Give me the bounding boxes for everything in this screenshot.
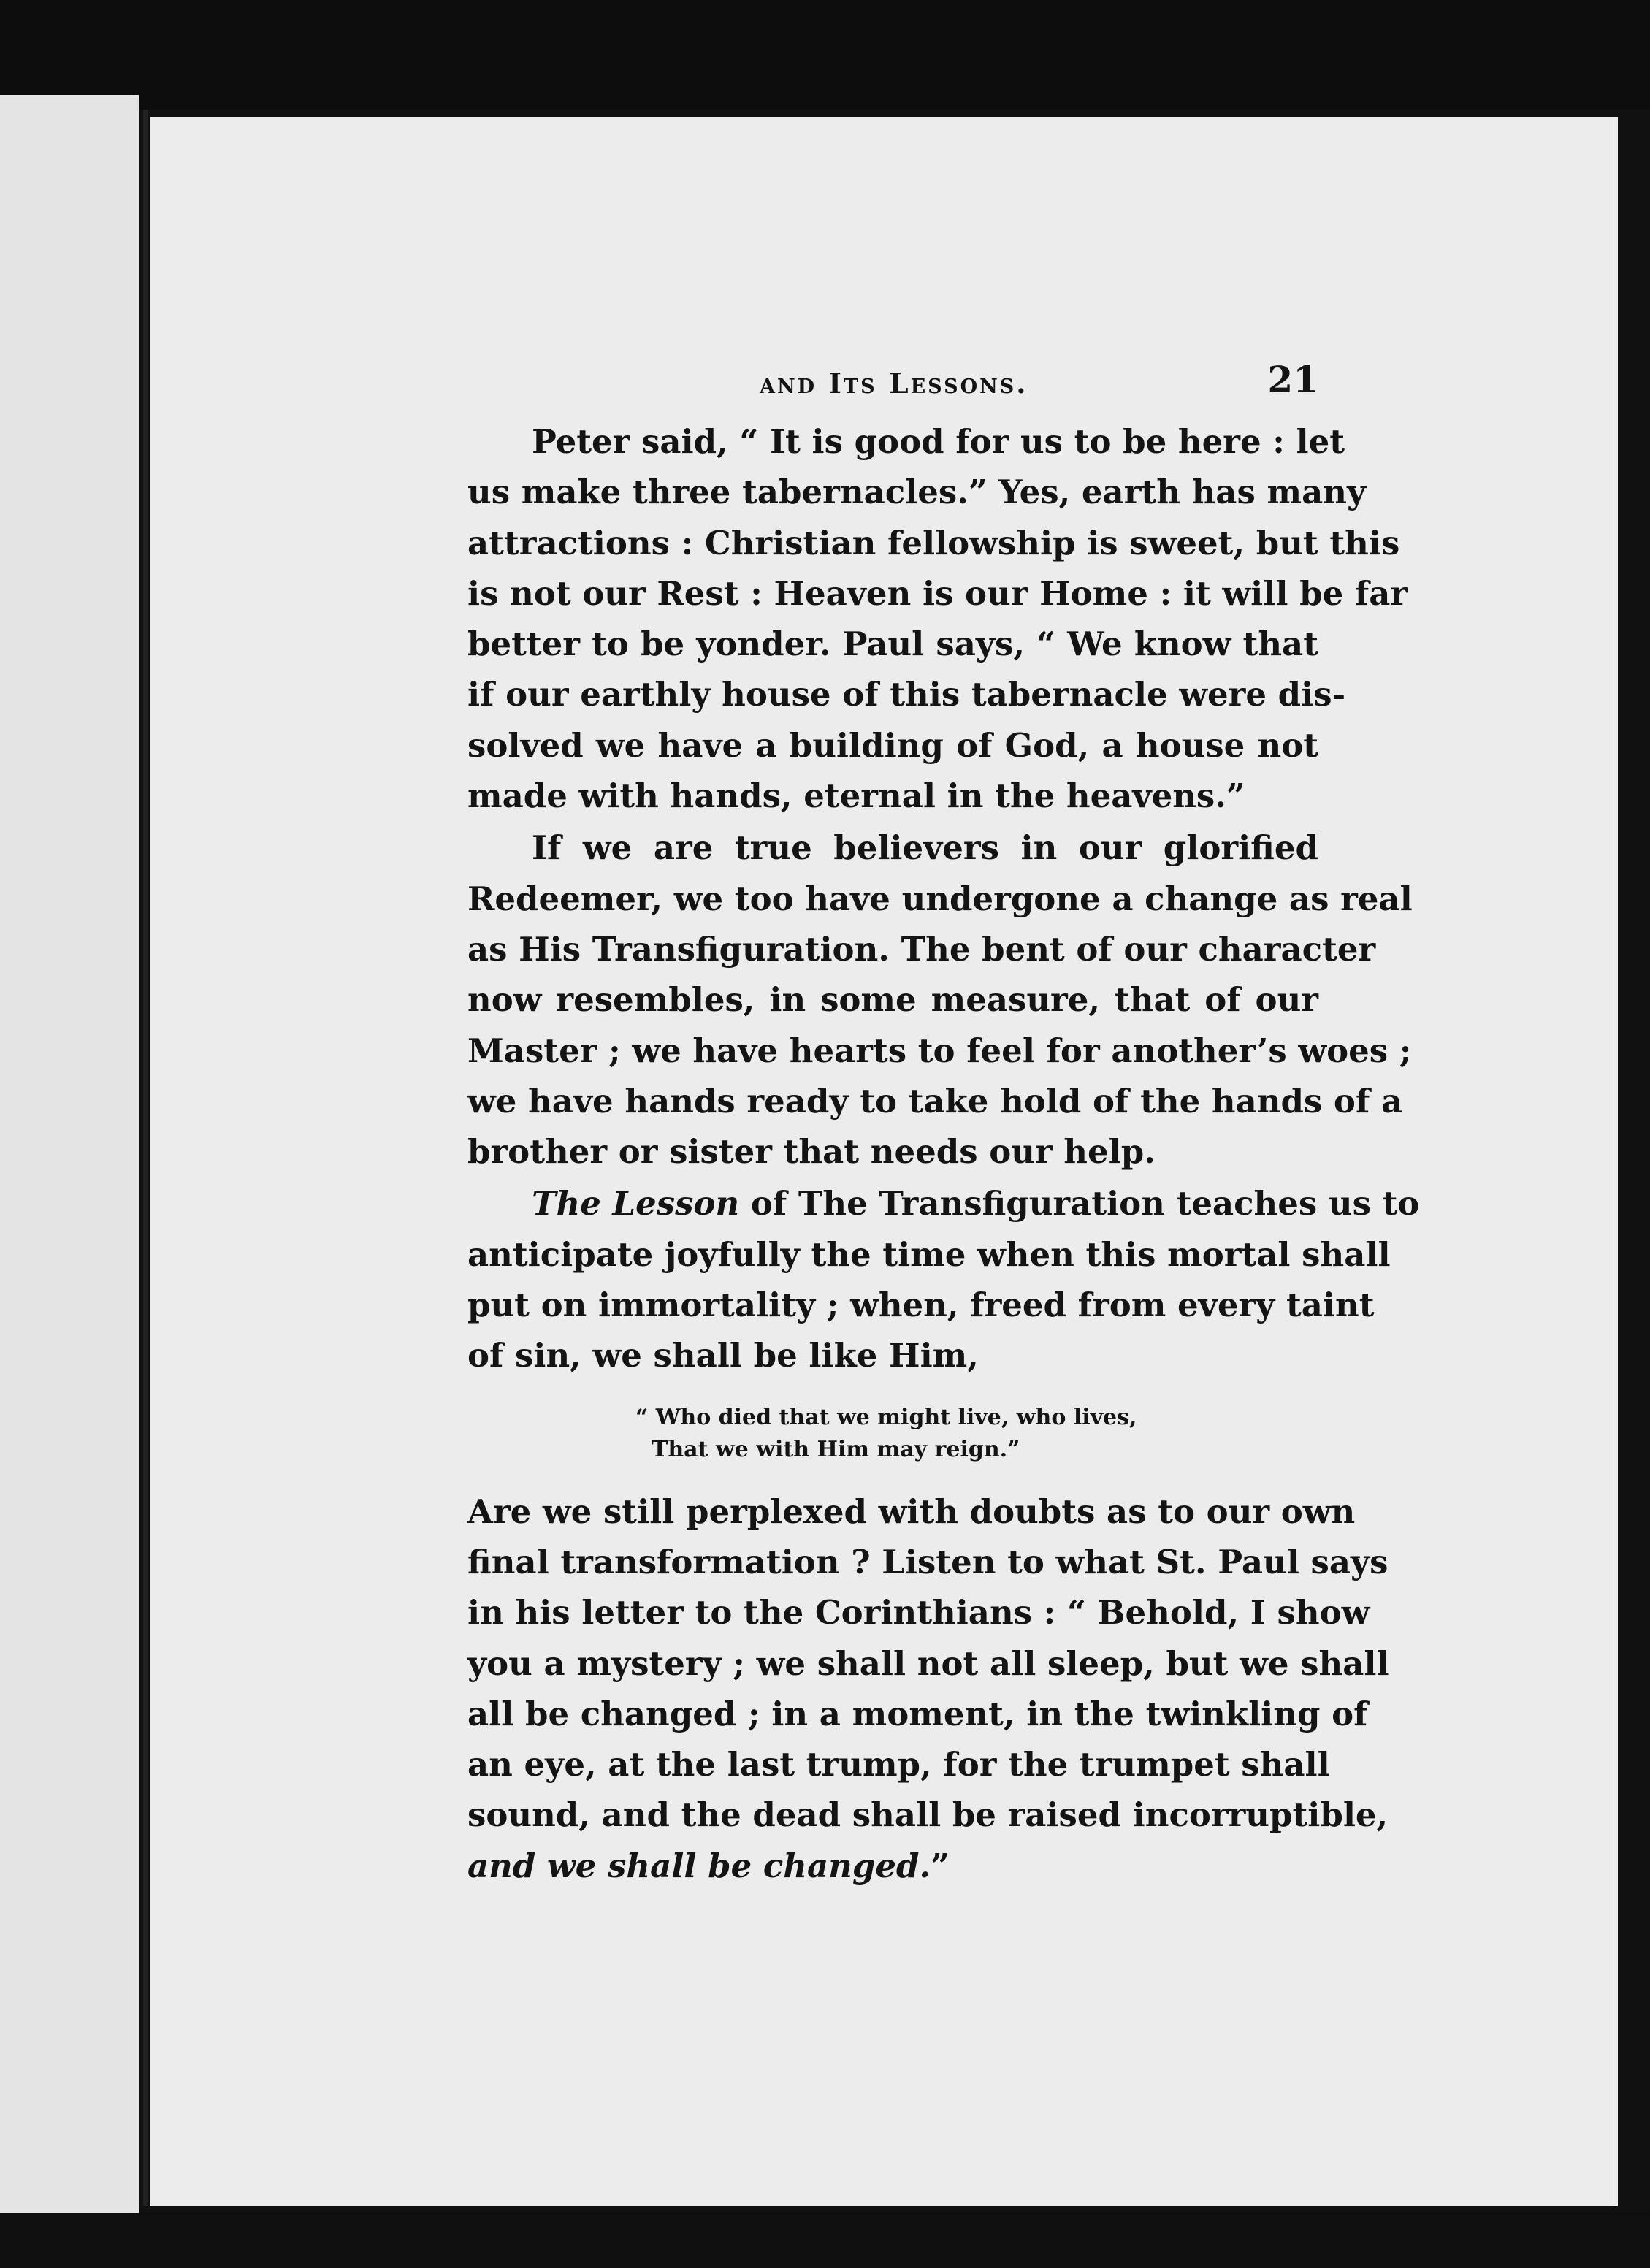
text-line: anticipate joyfully the time when this mortal shall xyxy=(467,1234,1391,1274)
verse-quote xyxy=(467,1402,1318,1466)
text-line: now resembles, in some measure, that of our xyxy=(467,980,1318,1020)
facing-page-edge xyxy=(0,95,139,2213)
text-line: Are we still perplexed with doubts as to our own xyxy=(467,1492,1356,1531)
text-line: brother or sister that needs our help. xyxy=(467,1132,1156,1172)
running-head xyxy=(467,358,1318,416)
text-line: solved we have a building of God, a house not xyxy=(467,725,1318,765)
page-gutter-line xyxy=(143,110,148,2206)
paragraph-1 xyxy=(467,416,1408,821)
text-line: better to be yonder. Paul says, “ We know that xyxy=(467,625,1318,664)
text-line: made with hands, eternal in the heavens.” xyxy=(467,776,1245,816)
text-line: we have hands ready to take hold of the hands of a xyxy=(467,1081,1403,1120)
paragraph-3 xyxy=(467,1178,1420,1381)
page-number: 21 xyxy=(1267,358,1318,401)
text-line: as His Transfiguration. The bent of our character xyxy=(467,929,1376,969)
text-line: sound, and the dead shall be raised incorruptible, xyxy=(467,1795,1389,1835)
text-line: attractions : Christian fellowship is sweet, but this xyxy=(467,523,1400,562)
text-line: you a mystery ; we shall not all sleep, but we shall xyxy=(467,1643,1389,1683)
text-line: Master ; we have hearts to feel for another’s woes ; xyxy=(467,1031,1412,1070)
text-line xyxy=(467,1178,1420,1229)
text-line: if our earthly house of this tabernacle were dis- xyxy=(467,675,1346,714)
text-line: is not our Rest : Heaven is our Home : it will be far xyxy=(467,573,1408,613)
text-line: Redeemer, we too have undergone a change as real xyxy=(467,879,1413,918)
paragraph-4 xyxy=(467,1486,1389,1891)
quote-line: “ Who died that we might live, who lives, xyxy=(635,1404,1137,1430)
text-line: of sin, we shall be like Him, xyxy=(467,1336,979,1375)
text-line: put on immortality ; when, freed from every taint xyxy=(467,1286,1375,1325)
lesson-lead-italic: The Lesson xyxy=(532,1184,740,1223)
text-line: Peter said, “ It is good for us to be here : let xyxy=(532,422,1345,461)
text-line xyxy=(467,1841,1318,1891)
lesson-first-line: of The Transfiguration teaches us to xyxy=(739,1184,1420,1223)
quote-line: That we with Him may reign.” xyxy=(652,1436,1020,1462)
closing-quote-mark: ” xyxy=(931,1846,950,1885)
running-head-title: and Its Lessons. xyxy=(760,367,1028,400)
scan-bottom-border xyxy=(0,2213,1650,2268)
page-content xyxy=(467,358,1420,1891)
text-line: final transformation ? Listen to what St. Paul says xyxy=(467,1542,1389,1581)
closing-italic: and we shall be changed. xyxy=(467,1846,931,1885)
text-line: all be changed ; in a moment, in the twinkling of xyxy=(467,1694,1368,1733)
text-line: If we are true believers in our glorified xyxy=(532,828,1318,868)
text-line: in his letter to the Corinthians : “ Behold, I show xyxy=(467,1593,1370,1633)
text-line: an eye, at the last trump, for the trumpet shall xyxy=(467,1745,1330,1784)
text-line: us make three tabernacles.” Yes, earth has many xyxy=(467,473,1367,512)
scan-top-border xyxy=(0,0,1650,110)
paragraph-2 xyxy=(467,822,1413,1177)
